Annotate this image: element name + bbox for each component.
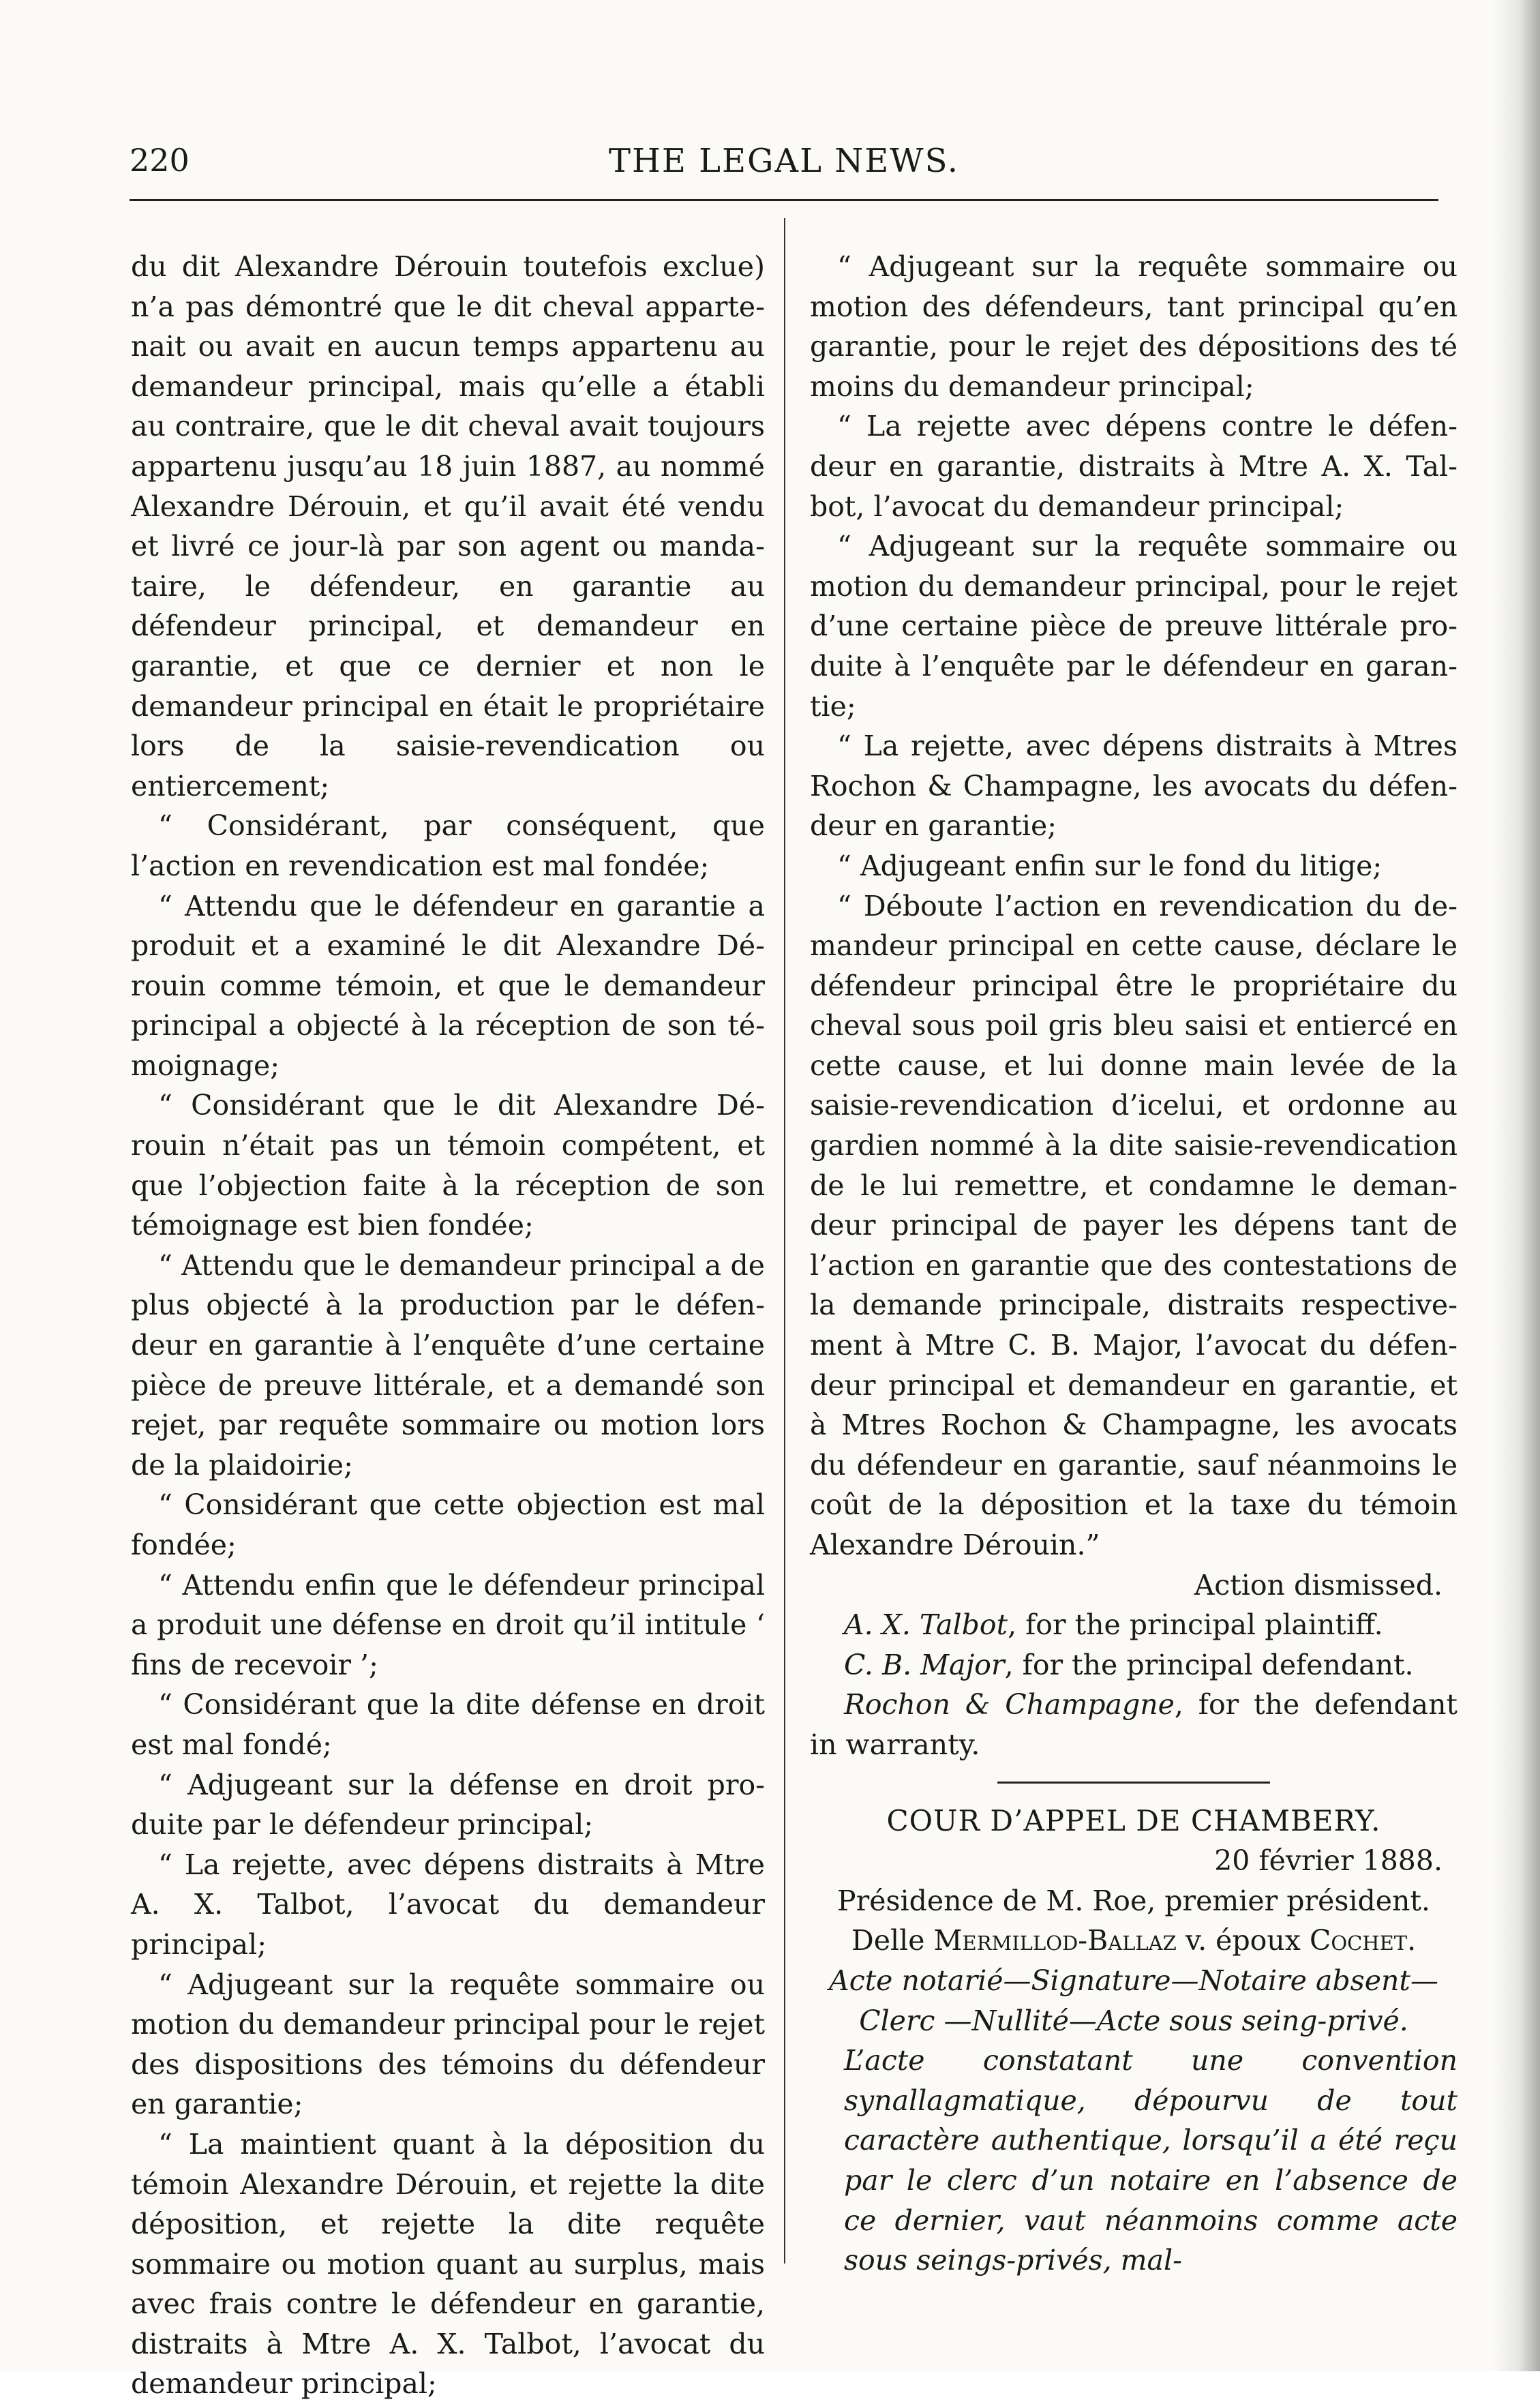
- counsel-role: , for the principal defendant.: [1004, 1648, 1414, 1681]
- paragraph: “ Considérant que le dit Alexandre Dérouin n’était pas un témoin compétent, et que l’objection faite à la réception de son témoignage est bien fondée;: [131, 1089, 765, 1242]
- parties: [810, 1921, 1458, 1961]
- paragraph: “ Déboute l’action en revendication du demandeur principal en cette cause, déclare le défendeur principal être le propriétaire du cheval sous poil gris bleu saisi et entiercé en cette cause, et lui donne main levée de la saisie-revendication d’icelui, et ordonne au gardien nommé à la dite saisie-revendication de le lui remettre, et condamne le demandeur principal de payer les dépens tant de l’action en garantie que des contestations de la demande principale, distraits respectivement à Mtre C. B. Major, l’avocat du défendeur principal et demandeur en garantie, et à Mtres Rochon & Champagne, les avocats du défendeur en garantie, sauf néanmoins le coût de la déposition et la taxe du témoin Alexandre Dérouin.”: [810, 889, 1458, 1561]
- party-b: Cochet.: [1309, 1924, 1417, 1957]
- paragraph: “ La maintient quant à la déposition du témoin Alexandre Dérouin, et rejette la dite déposition, et rejette la dite requête sommaire ou motion quant au surplus, mais avec frais contre le défendeur en garantie, distraits à Mtre A. X. Talbot, l’avocat du demandeur principal;: [131, 2127, 765, 2401]
- column-divider: [784, 218, 785, 2264]
- paragraph: “ Attendu que le défendeur en garantie a produit et a examiné le dit Alexandre Dérouin comme témoin, et que le demandeur principal a objecté à la réception de son témoignage;: [131, 889, 765, 1082]
- counsel-line: [810, 1605, 1458, 1645]
- header-rule: [130, 199, 1438, 201]
- paragraph: “ Considérant, par conséquent, que l’action en revendication est mal fondée;: [131, 809, 765, 882]
- paragraph: “ La rejette avec dépens contre le défendeur en garantie, distraits à Mtre A. X. Talbot, l’avocat du demandeur principal;: [810, 410, 1458, 523]
- counsel-line: [810, 1645, 1458, 1685]
- counsel-role: , for the defendant in warranty.: [810, 1688, 1458, 1761]
- paragraph: “ Attendu que le demandeur principal a de plus objecté à la production par le défendeur en garantie à l’enquête d’une certaine pièce de preuve littérale, et a demandé son rejet, par requête sommaire ou motion lors de la plaidoirie;: [131, 1248, 765, 1482]
- right-column: [810, 247, 1458, 2281]
- counsel-name: Rochon & Champagne: [844, 1688, 1175, 1722]
- page-number: 220: [130, 142, 190, 179]
- paragraph: “ Adjugeant sur la requête sommaire ou motion du demandeur principal pour le rejet des dispositions des témoins du défendeur en garantie;: [131, 1968, 765, 2121]
- section-rule: [997, 1782, 1270, 1784]
- paragraph: “ Adjugeant sur la défense en droit produite par le défendeur principal;: [131, 1768, 765, 1842]
- counsel-name: C. B. Major: [844, 1648, 1005, 1681]
- paragraph: “ La rejette, avec dépens distraits à Mtres Rochon & Champagne, les avocats du défendeur en garantie;: [810, 730, 1458, 843]
- page-header: [130, 136, 1438, 191]
- paragraph: “ Attendu enfin que le défendeur principal a produit une défense en droit qu’il intitule ‘ fins de recevoir ’;: [131, 1568, 765, 1681]
- paragraph: du dit Alexandre Dérouin toutefois exclue) n’a pas démontré que le dit cheval appartenait ou avait en aucun temps appartenu au demandeur principal, mais qu’elle a établi au contraire, que le dit cheval avait toujours appartenu jusqu’au 18 juin 1887, au nommé Alexandre Dérouin, et qu’il avait été vendu et livré ce jour-là par son agent ou mandataire, le défendeur, en garantie au défendeur principal, et demandeur en garantie, et que ce dernier et non le demandeur principal en était le propriétaire lors de la saisie-revendication ou entiercement;: [131, 250, 765, 802]
- counsel-name: A. X. Talbot: [844, 1608, 1008, 1642]
- paragraph: “ Adjugeant sur la requête sommaire ou motion du demandeur principal, pour le rejet d’une certaine pièce de preuve littérale produite à l’enquête par le défendeur en garantie;: [810, 530, 1458, 723]
- paragraph: “ Adjugeant sur la requête sommaire ou motion des défendeurs, tant principal qu’en garantie, pour le rejet des dépositions des té moins du demandeur principal;: [810, 250, 1458, 403]
- paragraph: “ La rejette, avec dépens distraits à Mtre A. X. Talbot, l’avocat du demandeur principal;: [131, 1848, 765, 1961]
- parties-v: v. époux: [1185, 1924, 1301, 1957]
- court-title: COUR D’APPEL DE CHAMBERY.: [886, 1803, 1381, 1837]
- paragraph: “ Considérant que cette objection est mal fondée;: [131, 1488, 765, 1561]
- headnote: L’acte constatant une convention synallagmatique, dépourvu de tout caractère authentique, lorsqu’il a été reçu par le clerc d’un notaire en l’absence de ce dernier, vaut néanmoins comme acte sous seings-privés, mal-: [844, 2044, 1458, 2277]
- running-head: THE LEGAL NEWS.: [608, 142, 960, 180]
- disposition: Action dismissed.: [1194, 1568, 1443, 1602]
- left-column: [131, 247, 765, 2404]
- decision-date: 20 février 1888.: [1214, 1844, 1443, 1878]
- presidency: Présidence de M. Roe, premier président.: [837, 1884, 1430, 1917]
- counsel-role: , for the principal plaintiff.: [1008, 1608, 1383, 1642]
- paragraph: “ Adjugeant enfin sur le fond du litige;: [837, 849, 1383, 882]
- counsel-line: [810, 1685, 1458, 1764]
- paragraph: “ Considérant que la dite défense en droit est mal fondé;: [131, 1688, 765, 1761]
- case-summary: Acte notarié—Signature—Notaire absent—Clerc —Nullité—Acte sous seing-privé.: [829, 1964, 1438, 2037]
- page-edge-shadow: [1492, 0, 1540, 2371]
- parties-prefix: Delle: [851, 1924, 925, 1957]
- party-a: Mermillod-Ballaz: [933, 1924, 1177, 1957]
